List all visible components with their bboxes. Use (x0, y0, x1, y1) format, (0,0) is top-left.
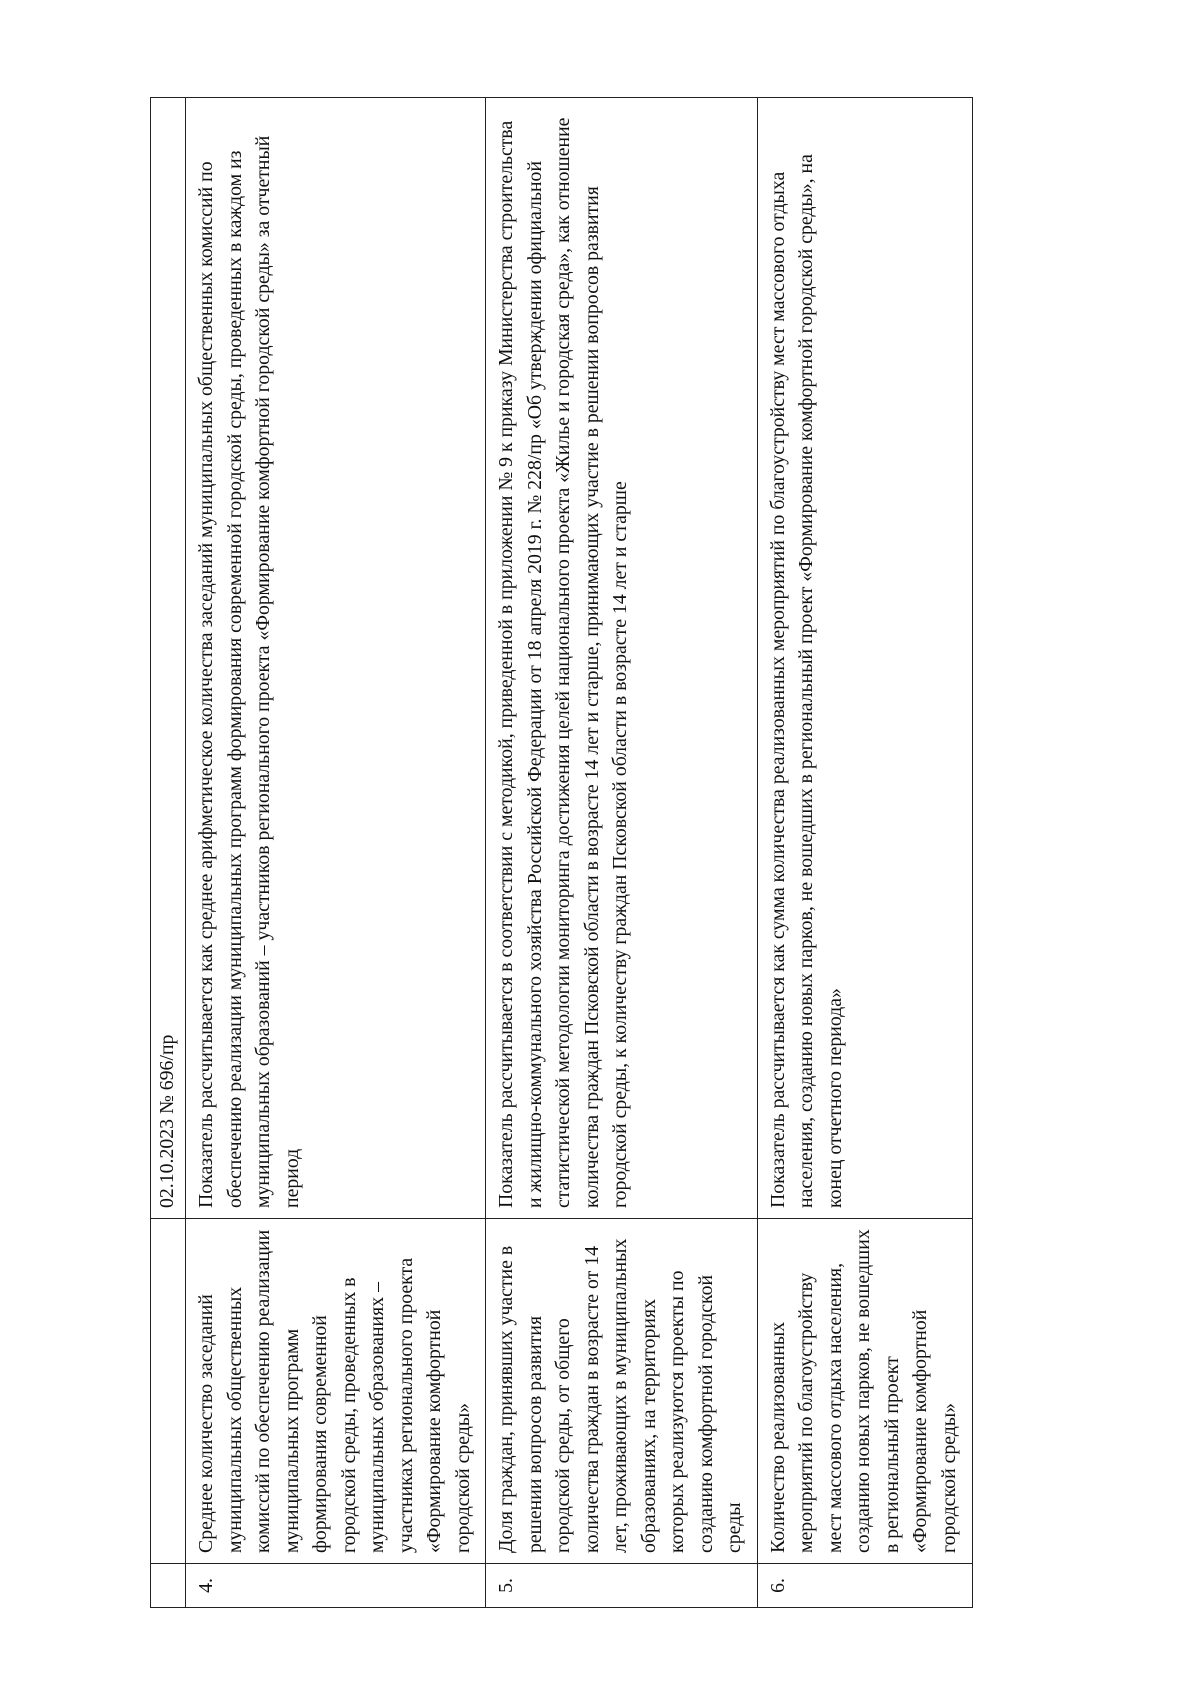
indicator-name-cell (486, 1219, 758, 1564)
table-row (486, 98, 758, 1608)
row-number: 6. (766, 1578, 789, 1593)
indicator-name: Количество реализованных мероприятий по благоустройству мест массового отдыха населения, созданию новых парков, не вошедших в региональный проект «Формирование комфортной городской среды» (766, 1229, 960, 1553)
indicators-table (150, 97, 973, 1608)
header-cell-name (151, 1219, 186, 1564)
rotated-table-container (150, 98, 1150, 1608)
calculation-method: Показатель рассчитывается как сумма количества реализованных мероприятий по благоустройству мест массового отдыха населения, созданию новых парков, не вошедших в региональный проект «Формирование комфортной городской среды», на конец отчетного периода» (766, 154, 846, 1208)
indicator-name: Среднее количество заседаний муниципальных общественных комиссий по обеспечению реализации муниципальных программ формирования современной городской среды, проведенных в муниципальных образованиях – участниках регионального проекта «Формирование комфортной городской среды» (195, 1229, 474, 1553)
calculation-method: Показатель рассчитывается в соответствии с методикой, приведенной в приложении № 9 к приказу Министерства строительства и жилищно-коммунального хозяйства Российской Федерации от 18 апреля 2019 г. № 228/пр «Об утверждении официальной статистической методологии мониторинга достижения целей национального проекта «Жилье и городская среда», как отношение количества граждан Псковской области в возрасте 14 лет и старше, принимающих участие в решении вопросов развития городской среды, к количеству граждан Псковской области в возрасте 14 лет и старше (495, 117, 631, 1208)
table-row (757, 98, 972, 1608)
header-cell-date (151, 98, 186, 1219)
calculation-method: Показатель рассчитывается как среднее арифметическое количества заседаний муниципальных общественных комиссий по обеспечению реализации муниципальных программ формирования современной городской среды, проведенных в каждом из муниципальных образований – участников регионального проекта «Формирование комфортной городской среды» за отчетный период (195, 135, 303, 1208)
row-number-cell (186, 1564, 486, 1608)
header-date-text: 02.10.2023 № 696/пр (156, 1034, 178, 1208)
indicator-name-cell (757, 1219, 972, 1564)
row-number: 5. (495, 1578, 517, 1593)
row-number-cell (486, 1564, 758, 1608)
row-number: 4. (195, 1578, 217, 1593)
table-row-header (151, 98, 186, 1608)
indicator-name-cell (186, 1219, 486, 1564)
calculation-method-cell (757, 98, 972, 1219)
row-number-cell (757, 1564, 972, 1608)
header-cell-num (151, 1564, 186, 1608)
calculation-method-cell (186, 98, 486, 1219)
indicator-name: Доля граждан, принявших участие в решении вопросов развития городской среды, от общего количества граждан в возрасте от 14 лет, проживающих в муниципальных образованиях, на территориях которых реализуются проекты по созданию комфортной городской среды (495, 1238, 745, 1553)
calculation-method-cell (486, 98, 758, 1219)
table-row (186, 98, 486, 1608)
